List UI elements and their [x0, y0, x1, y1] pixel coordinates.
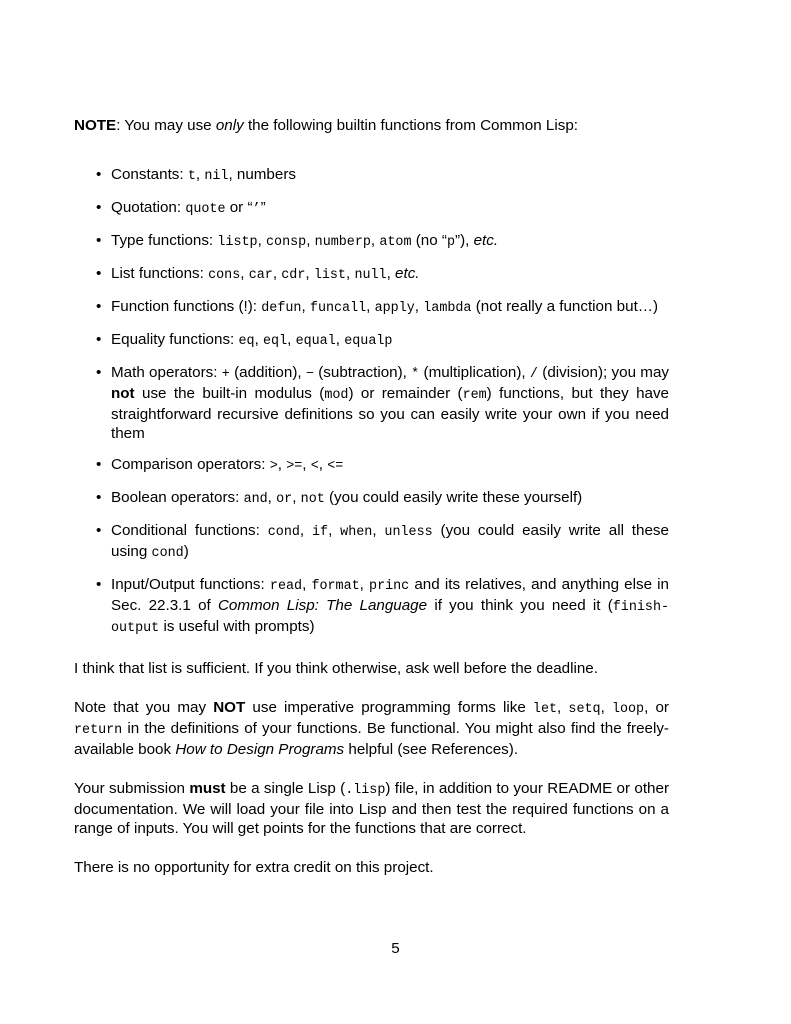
- note-paragraph: NOTE: You may use only the following builtin functions from Common Lisp:: [74, 117, 578, 134]
- submission-paragraph: Your submission must be a single Lisp (.lisp) file, in addition to your README or other documentation. We will load your file into Lisp and then test the required functions on a range of inputs. You will get points for the functions that are correct.: [74, 780, 670, 837]
- page-number: 5: [391, 940, 400, 957]
- list-item-math-operators: • Math operators: + (addition), − (subtraction), * (multiplication), / (division); you may not use the built-in modulus (mod) or remainder (rem) functions, but they have straightforward recursive definitions so you can easily write your own if you need them: [74, 363, 669, 443]
- list-item-io-functions: • Input/Output functions: read, format, princ and its relatives, and anything else in Sec. 22.3.1 of Common Lisp: The Language if you think you need it (finish-output is useful with prompts): [74, 575, 669, 638]
- page-content: [74, 116, 669, 877]
- list-item-boolean-operators: • Boolean operators: and, or, not (you could easily write these yourself): [74, 488, 669, 509]
- list-item-conditional-functions: • Conditional functions: cond, if, when, unless (you could easily write all these using cond): [74, 521, 669, 563]
- list-item-function-functions: • Function functions (!): defun, funcall, apply, lambda (not really a function but…): [74, 297, 669, 318]
- list-item-comparison-operators: • Comparison operators: >, >=, <, <=: [74, 455, 669, 476]
- sufficiency-paragraph: I think that list is sufficient. If you think otherwise, ask well before the deadline.: [74, 660, 598, 677]
- extra-credit-paragraph: There is no opportunity for extra credit on this project.: [74, 859, 434, 876]
- list-item-quotation: • Quotation: quote or “’”: [74, 198, 669, 219]
- imperative-paragraph: Note that you may NOT use imperative programming forms like let, setq, loop, or return in the definitions of your functions. Be functional. You might also find the freely-available book How to Design Programs helpful (see References).: [74, 699, 669, 758]
- list-item-equality-functions: • Equality functions: eq, eql, equal, equalp: [74, 330, 669, 351]
- note-label: NOTE: [74, 117, 117, 134]
- list-item-type-functions: • Type functions: listp, consp, numberp, atom (no “p”), etc.: [74, 231, 669, 252]
- list-item-list-functions: • List functions: cons, car, cdr, list, null, etc.: [74, 264, 669, 285]
- builtin-function-list: [74, 165, 669, 638]
- list-item-constants: • Constants: t, nil, numbers: [74, 165, 669, 186]
